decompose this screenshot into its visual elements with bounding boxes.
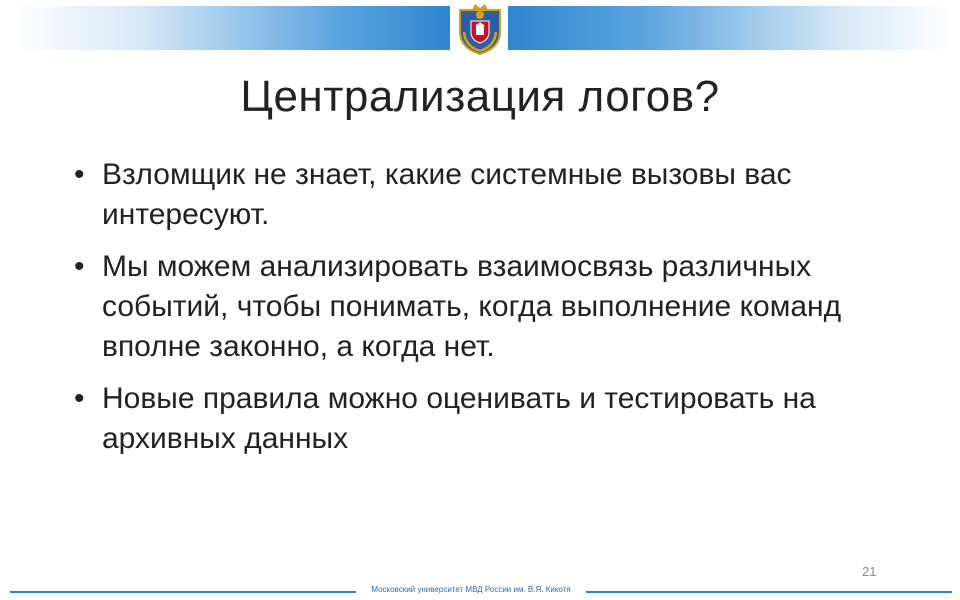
- footer-line-left: [10, 591, 356, 593]
- bullet-dot: •: [74, 382, 85, 415]
- header-banner-right: [508, 6, 952, 50]
- bullet-text: Мы можем анализировать взаимосвязь различных событий, чтобы понимать, когда выполнение команд вполне законно, а когда нет.: [102, 250, 842, 363]
- header-banner-left: [10, 6, 450, 50]
- bullet-dot: •: [74, 158, 85, 191]
- bullet-text: Новые правила можно оценивать и тестировать на архивных данных: [102, 382, 816, 455]
- slide-title: Централизация логов?: [240, 72, 720, 121]
- bullet-dot: •: [74, 250, 85, 283]
- page-number: 21: [862, 564, 877, 579]
- bullet-item: [72, 247, 892, 367]
- bullet-item: [72, 379, 892, 459]
- bullet-text: Взломщик не знает, какие системные вызовы вас интересуют.: [102, 158, 792, 231]
- bullet-item: [72, 155, 892, 235]
- footer-line-right: [586, 591, 952, 593]
- university-emblem-icon: [455, 2, 505, 56]
- footer-text: Московский университет МВД России им. В.Я. Кикотя: [371, 585, 571, 594]
- bullet-list: [72, 155, 892, 471]
